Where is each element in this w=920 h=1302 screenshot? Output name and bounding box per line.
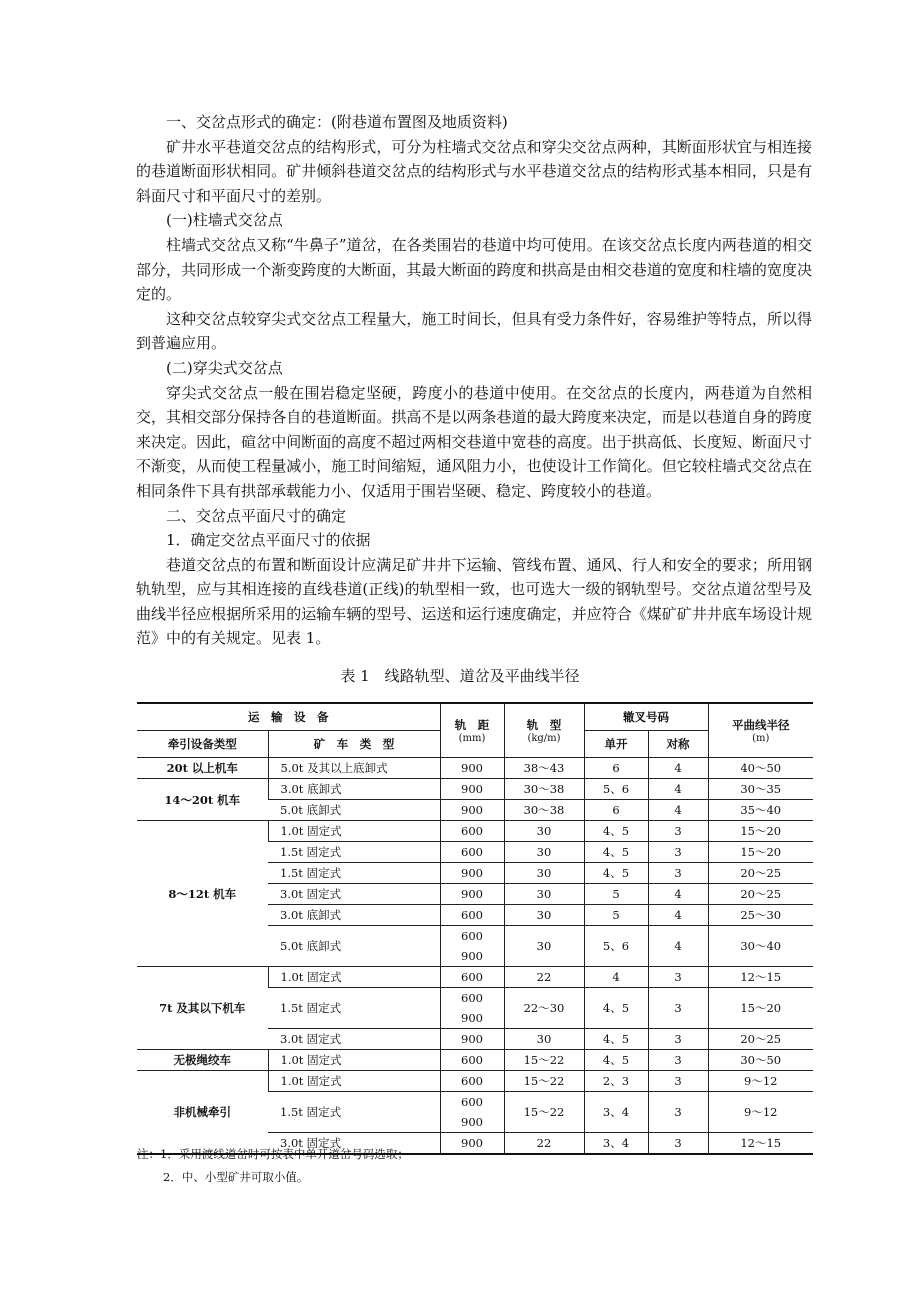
rail-cell: 15～22 — [504, 1092, 584, 1133]
frog-single-cell: 2、3 — [584, 1071, 648, 1092]
radius-cell: 30～50 — [708, 1050, 813, 1071]
gauge-cell — [440, 863, 504, 884]
car-type: 5.0t 底卸式 — [268, 926, 440, 967]
table-row — [137, 758, 813, 779]
frog-sym-cell: 4 — [648, 926, 708, 967]
paragraph: 这种交岔点较穿尖式交岔点工程量大，施工时间长，但具有受力条件好，容易维护等特点，所以得到普遍应用。 — [136, 309, 812, 353]
frog-sym-cell: 3 — [648, 1050, 708, 1071]
frog-single-cell: 5、6 — [584, 926, 648, 967]
radius-cell: 12～15 — [708, 967, 813, 988]
section-heading: 一、交岔点形式的确定：(附巷道布置图及地质资料) — [166, 113, 508, 131]
note-1: 注：1．采用渡线道岔时可按表中单开道岔号码选取； — [137, 1147, 409, 1161]
section-heading: 1．确定交岔点平面尺寸的依据 — [166, 531, 371, 550]
radius-cell: 20～25 — [708, 1029, 813, 1050]
car-type: 3.0t 固定式 — [268, 1133, 440, 1155]
frog-single-cell: 5 — [584, 884, 648, 905]
table-row — [137, 1071, 813, 1092]
rail-cell: 30～38 — [504, 800, 584, 821]
rail-cell: 30～38 — [504, 779, 584, 800]
traction-type: 20t 以上机车 — [137, 758, 268, 779]
gauge-value: 900 — [461, 949, 483, 963]
frog-sym-cell: 3 — [648, 821, 708, 842]
radius-cell: 12～15 — [708, 1133, 813, 1155]
gauge-value: 900 — [461, 803, 483, 817]
radius-cell: 35～40 — [708, 800, 813, 821]
table-caption: 表 1 线路轨型、道岔及平曲线半径 — [340, 667, 580, 685]
frog-sym-cell: 3 — [648, 1071, 708, 1092]
rail-cell: 30 — [504, 926, 584, 967]
frog-single-cell: 6 — [584, 800, 648, 821]
gauge-value: 900 — [461, 761, 483, 775]
car-type: 1.0t 固定式 — [268, 1071, 440, 1092]
car-type: 3.0t 底卸式 — [268, 905, 440, 926]
frog-single-cell: 5 — [584, 905, 648, 926]
table-body — [137, 758, 813, 1155]
header-frog-sym: 对称 — [648, 731, 708, 758]
frog-sym-cell: 3 — [648, 1029, 708, 1050]
frog-single-cell: 4、5 — [584, 821, 648, 842]
gauge-value: 900 — [461, 866, 483, 880]
radius-cell: 40～50 — [708, 758, 813, 779]
gauge-cell — [440, 842, 504, 863]
gauge-cell — [440, 779, 504, 800]
gauge-value: 900 — [461, 1136, 483, 1150]
gauge-cell — [440, 905, 504, 926]
frog-sym-cell: 3 — [648, 967, 708, 988]
gauge-value: 600 — [461, 908, 483, 922]
gauge-cell — [440, 1029, 504, 1050]
car-type: 1.5t 固定式 — [268, 842, 440, 863]
gauge-cell — [440, 1071, 504, 1092]
car-type: 5.0t 及其以上底卸式 — [268, 758, 440, 779]
header-car: 矿 车 类 型 — [268, 731, 440, 758]
radius-cell: 15～20 — [708, 821, 813, 842]
frog-sym-cell: 3 — [648, 842, 708, 863]
gauge-value: 900 — [461, 782, 483, 796]
radius-cell: 20～25 — [708, 884, 813, 905]
rail-cell: 22 — [504, 1133, 584, 1155]
frog-sym-cell: 3 — [648, 1092, 708, 1133]
rail-cell: 22～30 — [504, 988, 584, 1029]
table-row — [137, 967, 813, 988]
header-radius: 平曲线半径 (m) — [708, 703, 813, 758]
radius-cell: 15～20 — [708, 842, 813, 863]
gauge-cell — [440, 800, 504, 821]
paragraph: 矿井水平巷道交岔点的结构形式，可分为柱墙式交岔点和穿尖交岔点两种，其断面形状宜与相连接的巷道断面形状相同。矿井倾斜巷道交岔点的结构形式与水平巷道交岔点的结构形式基本相同，只是有斜面尺寸和平面尺寸的差别。 — [136, 137, 812, 205]
table-row — [137, 821, 813, 842]
header-rail: 轨 型 (kg/m) — [504, 703, 584, 758]
car-type: 5.0t 底卸式 — [268, 800, 440, 821]
table-notes — [137, 1143, 409, 1189]
table-row — [137, 779, 813, 800]
header-gauge: 轨 距 (mm) — [440, 703, 504, 758]
gauge-value: 600 — [461, 1053, 483, 1067]
car-type: 1.0t 固定式 — [268, 821, 440, 842]
radius-cell: 25～30 — [708, 905, 813, 926]
rail-cell: 30 — [504, 842, 584, 863]
gauge-value: 900 — [461, 887, 483, 901]
frog-sym-cell: 4 — [648, 758, 708, 779]
rail-cell: 38～43 — [504, 758, 584, 779]
radius-cell: 20～25 — [708, 863, 813, 884]
header-frog: 辙叉号码 — [584, 703, 708, 731]
paragraph: 柱墙式交岔点又称“牛鼻子”道岔，在各类围岩的巷道中均可使用。在该交岔点长度内两巷道的相交部分，共同形成一个渐变跨度的大断面，其最大断面的跨度和拱高是由相交巷道的宽度和柱墙的宽度决定的。 — [136, 235, 812, 304]
gauge-cell — [440, 1050, 504, 1071]
traction-type: 非机械牵引 — [137, 1071, 268, 1155]
radius-cell: 30～40 — [708, 926, 813, 967]
frog-sym-cell: 4 — [648, 905, 708, 926]
radius-cell: 15～20 — [708, 988, 813, 1029]
rail-cell: 30 — [504, 821, 584, 842]
header-traction: 牵引设备类型 — [137, 731, 268, 758]
gauge-value: 900 — [461, 1115, 483, 1129]
car-type: 1.0t 固定式 — [268, 967, 440, 988]
paragraph: 巷道交岔点的布置和断面设计应满足矿井井下运输、管线布置、通风、行人和安全的要求；所用钢轨轨型，应与其相连接的直线巷道(正线)的轨型相一致，也可选大一级的钢轨型号。交岔点道岔型号及曲线半径应根据所采用的运输车辆的型号、运送和运行速度确定，并应符合《煤矿矿井井底车场设计规范》中的有关规定。见表 1。 — [136, 555, 812, 648]
gauge-cell — [440, 884, 504, 905]
section-heading: 二、交岔点平面尺寸的确定 — [166, 506, 347, 525]
gauge-value: 600 — [461, 991, 483, 1005]
header-transport: 运 输 设 备 — [137, 703, 440, 731]
frog-sym-cell: 3 — [648, 1133, 708, 1155]
frog-single-cell: 4、5 — [584, 863, 648, 884]
rail-cell: 30 — [504, 905, 584, 926]
section-heading: (二)穿尖式交岔点 — [166, 358, 283, 377]
gauge-value: 600 — [461, 1095, 483, 1109]
gauge-value: 600 — [461, 970, 483, 984]
section-heading: (一)柱墙式交岔点 — [166, 211, 283, 230]
gauge-cell — [440, 988, 504, 1029]
gauge-value: 600 — [461, 929, 483, 943]
frog-sym-cell: 4 — [648, 779, 708, 800]
rail-cell: 30 — [504, 884, 584, 905]
rail-cell: 22 — [504, 967, 584, 988]
traction-type: 14～20t 机车 — [137, 779, 268, 821]
car-type: 1.5t 固定式 — [268, 988, 440, 1029]
frog-single-cell: 3、4 — [584, 1133, 648, 1155]
radius-cell: 30～35 — [708, 779, 813, 800]
traction-type: 无极绳绞车 — [137, 1050, 268, 1071]
note-2: 2．中、小型矿井可取小值。 — [163, 1170, 309, 1184]
traction-type: 8～12t 机车 — [137, 821, 268, 967]
frog-single-cell: 3、4 — [584, 1092, 648, 1133]
gauge-cell — [440, 821, 504, 842]
rail-cell: 30 — [504, 863, 584, 884]
gauge-value: 900 — [461, 1032, 483, 1046]
body-text — [136, 110, 812, 651]
gauge-value: 600 — [461, 824, 483, 838]
car-type: 3.0t 固定式 — [268, 1029, 440, 1050]
frog-sym-cell: 3 — [648, 863, 708, 884]
radius-cell: 9～12 — [708, 1092, 813, 1133]
frog-single-cell: 4、5 — [584, 1050, 648, 1071]
rail-cell: 30 — [504, 1029, 584, 1050]
frog-single-cell: 4 — [584, 967, 648, 988]
rail-cell: 15～22 — [504, 1050, 584, 1071]
traction-type: 7t 及其以下机车 — [137, 967, 268, 1050]
frog-sym-cell: 4 — [648, 800, 708, 821]
header-frog-single: 单开 — [584, 731, 648, 758]
gauge-cell — [440, 1133, 504, 1155]
gauge-value: 900 — [461, 1011, 483, 1025]
frog-sym-cell: 3 — [648, 988, 708, 1029]
car-type: 3.0t 底卸式 — [268, 779, 440, 800]
gauge-cell — [440, 967, 504, 988]
frog-sym-cell: 4 — [648, 884, 708, 905]
radius-cell: 9～12 — [708, 1071, 813, 1092]
gauge-cell — [440, 926, 504, 967]
rail-cell: 15～22 — [504, 1071, 584, 1092]
rail-table — [137, 702, 813, 1155]
table-row — [137, 1050, 813, 1071]
frog-single-cell: 4、5 — [584, 1029, 648, 1050]
gauge-value: 600 — [461, 1074, 483, 1088]
frog-single-cell: 5、6 — [584, 779, 648, 800]
car-type: 3.0t 固定式 — [268, 884, 440, 905]
paragraph: 穿尖式交岔点一般在围岩稳定坚硬，跨度小的巷道中使用。在交岔点的长度内，两巷道为自然相交，其相交部分保持各自的巷道断面。拱高不是以两条巷道的最大跨度来决定，而是以巷道自身的跨度来决定。因此，碹岔中间断面的高度不超过两相交巷道中宽巷的高度。出于拱高低、长度短、断面尺寸不渐变，从而使工程量减小，施工时间缩短，通风阻力小，也使设计工作简化。但它较柱墙式交岔点在相同条件下具有拱部承载能力小、仅适用于围岩坚硬、稳定、跨度较小的巷道。 — [136, 383, 812, 500]
car-type: 1.5t 固定式 — [268, 1092, 440, 1133]
gauge-value: 600 — [461, 845, 483, 859]
frog-single-cell: 4、5 — [584, 988, 648, 1029]
gauge-cell — [440, 1092, 504, 1133]
frog-single-cell: 4、5 — [584, 842, 648, 863]
car-type: 1.5t 固定式 — [268, 863, 440, 884]
frog-single-cell: 6 — [584, 758, 648, 779]
car-type: 1.0t 固定式 — [268, 1050, 440, 1071]
gauge-cell — [440, 758, 504, 779]
